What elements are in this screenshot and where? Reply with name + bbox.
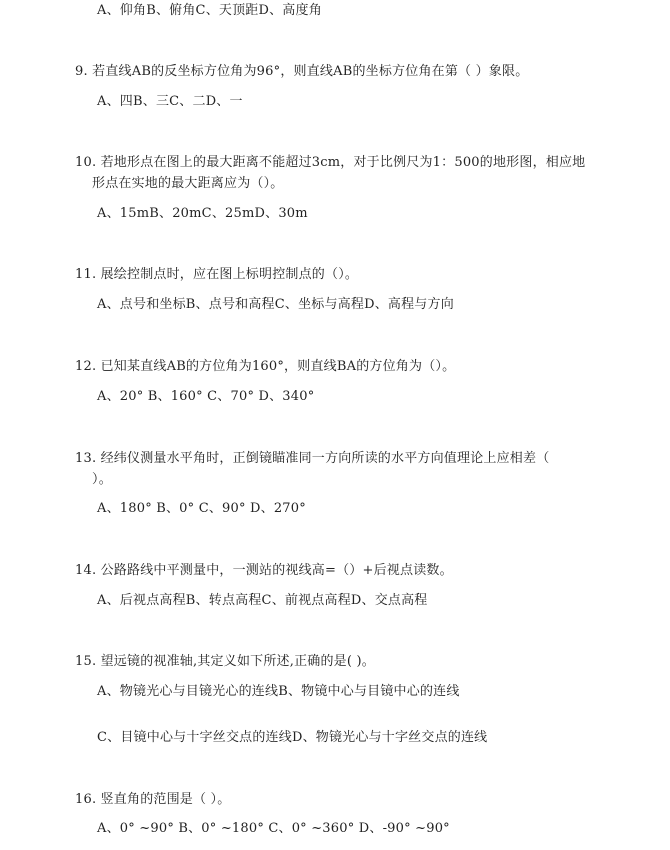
question-12-options: A、20° B、160° C、70° D、340° <box>97 389 315 404</box>
question-15-options-ab: A、物镜光心与目镜光心的连线B、物镜中心与目镜中心的连线 <box>97 684 460 699</box>
question-13-options: A、180° B、0° C、90° D、270° <box>97 501 306 516</box>
question-11-options: A、点号和坐标B、点号和高程C、坐标与高程D、高程与方向 <box>97 297 454 312</box>
question-11-text: 11. 展绘控制点时，应在图上标明控制点的（）。 <box>75 267 359 282</box>
question-10-options: A、15mB、20mC、25mD、30m <box>97 206 308 221</box>
question-16-options: A、0° ~90° B、0° ~180° C、0° ~360° D、-90° ~90° <box>97 821 450 836</box>
question-16-text: 16. 竖直角的范围是（ ）。 <box>75 792 231 807</box>
question-10-continuation: 形点在实地的最大距离应为（）。 <box>92 176 284 191</box>
question-9-options: A、四B、三C、二D、一 <box>97 94 243 109</box>
question-12-text: 12. 已知某直线AB的方位角为160°，则直线BA的方位角为（）。 <box>75 359 456 374</box>
question-14-options: A、后视点高程B、转点高程C、前视点高程D、交点高程 <box>97 593 428 608</box>
question-13-continuation: ）。 <box>92 472 112 487</box>
question-13-text: 13. 经纬仪测量水平角时，正倒镜瞄准同一方向所读的水平方向值理论上应相差（ <box>75 451 550 466</box>
question-15-text: 15. 望远镜的视准轴,其定义如下所述,正确的是( )。 <box>75 654 375 669</box>
question-9-text: 9. 若直线AB的反坐标方位角为96°，则直线AB的坐标方位角在第（ ）象限。 <box>75 64 529 79</box>
question-14-text: 14. 公路路线中平测量中，一测站的视线高=（）+后视点读数。 <box>75 563 453 578</box>
question-15-options-cd: C、目镜中心与十字丝交点的连线D、物镜光心与十字丝交点的连线 <box>97 730 488 745</box>
question-8-options: A、仰角B、俯角C、天顶距D、高度角 <box>97 3 322 18</box>
question-10-text: 10. 若地形点在图上的最大距离不能超过3cm，对于比例尺为1：500的地形图，相应地 <box>75 155 586 170</box>
